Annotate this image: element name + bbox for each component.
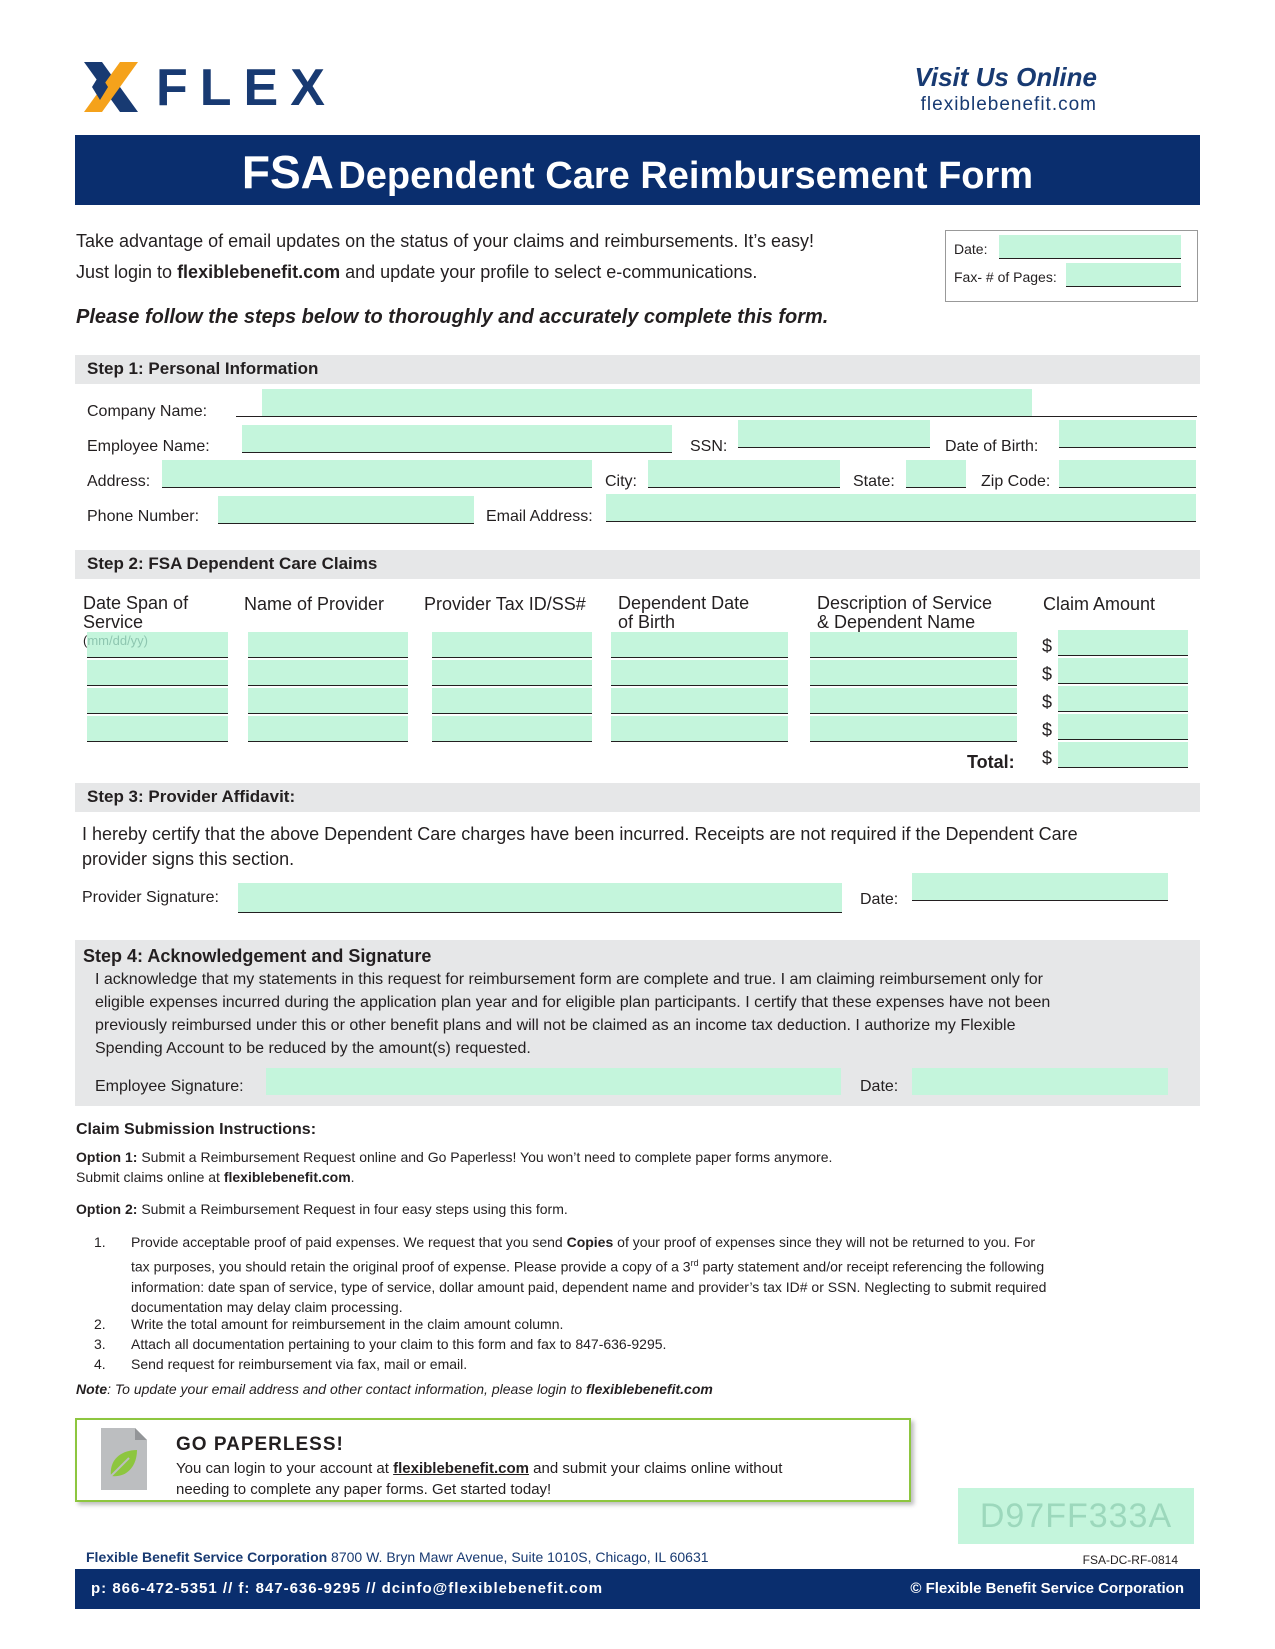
col-dob-header-line2: of Birth: [618, 612, 676, 632]
claim-amount-field[interactable]: [1058, 686, 1188, 712]
dollar-sign: $: [1042, 636, 1053, 656]
col-date-header-line1: Date Span of: [83, 593, 189, 613]
claim-amount-field[interactable]: [1058, 714, 1188, 740]
date-span-field[interactable]: [87, 660, 228, 686]
ssn-label: SSN:: [690, 438, 728, 455]
note-text: : To update your email address and other contact information, please login to: [107, 1381, 587, 1397]
intro-text: Just login to: [76, 262, 178, 282]
option1-line2: [76, 1169, 355, 1185]
employee-date-field[interactable]: [912, 1068, 1168, 1095]
list-item-line4: documentation may delay claim processing.: [131, 1299, 403, 1316]
intro-line-1: Take advantage of email updates on the status of your claims and reimbursements. It’s easy!: [76, 231, 815, 251]
col-dob-header-line1: Dependent Date: [618, 593, 750, 613]
form-code: D97FF333A: [979, 1497, 1173, 1535]
paperless-text: You can login to your account at: [176, 1460, 394, 1477]
list-number: 4.: [94, 1356, 106, 1372]
col-description-header: [817, 594, 992, 632]
step3-text-line1: I hereby certify that the above Dependent Care charges have been incurred. Receipts are not required if the Dependent Care: [82, 824, 1078, 844]
intro-link[interactable]: flexiblebenefit.com: [177, 262, 341, 282]
provider-date-field[interactable]: [912, 873, 1168, 901]
claim-amount-field[interactable]: [1058, 630, 1188, 656]
step4-text-line2: eligible expenses incurred during the application plan year and for eligible plan participants. I certify that these expenses have not been: [95, 994, 1051, 1011]
footer-address-text: 8700 W. Bryn Mawr Avenue, Suite 1010S, Chicago, IL 60631: [327, 1549, 709, 1565]
footer-bar: [75, 1569, 1200, 1609]
date-format-paren: (: [83, 633, 88, 648]
paperless-text-end: and submit your claims online without: [528, 1460, 783, 1477]
dollar-sign: $: [1042, 720, 1053, 740]
provider-name-field[interactable]: [248, 632, 408, 658]
paperless-box: [75, 1418, 911, 1502]
option2-text: Submit a Reimbursement Request in four easy steps using this form.: [137, 1201, 568, 1217]
step2-band: [75, 550, 1200, 579]
form-id: FSA-DC-RF-0814: [1082, 1553, 1178, 1567]
list-number: 3.: [94, 1336, 106, 1352]
company-line: [236, 416, 1197, 417]
provider-taxid-field[interactable]: [432, 716, 592, 742]
date-format-text: mm/dd/yy): [87, 633, 149, 648]
step3-title: Step 3: Provider Affidavit:: [87, 787, 296, 806]
list-item-text: Send request for reimbursement via fax, mail or email.: [131, 1356, 468, 1372]
visit-us-title: Visit Us Online: [914, 62, 1097, 92]
note-label: Note: [76, 1381, 108, 1397]
date-span-field[interactable]: [87, 716, 228, 742]
city-field[interactable]: [648, 460, 840, 488]
footer-contact: p: 866-472-5351 // f: 847-636-9295 // dcinfo@flexiblebenefit.com: [91, 1580, 604, 1597]
date-format-hint: [83, 633, 148, 648]
provider-signature-label: Provider Signature:: [82, 889, 219, 906]
dob-field[interactable]: [1059, 420, 1196, 448]
dependent-dob-field[interactable]: [611, 660, 788, 686]
email-label: Email Address:: [486, 508, 593, 525]
list-item-text: Write the total amount for reimbursement in the claim amount column.: [131, 1316, 564, 1332]
list-item-text: Attach all documentation pertaining to your claim to this form and fax to 847-636-9295.: [131, 1336, 667, 1352]
step1-band: [75, 355, 1200, 384]
paperless-title: GO PAPERLESS!: [176, 1434, 344, 1455]
dependent-dob-field[interactable]: [611, 688, 788, 714]
provider-taxid-field[interactable]: [432, 632, 592, 658]
list-item-line2: [131, 1253, 1046, 1277]
address-field[interactable]: [162, 460, 592, 488]
option1-label: Option 1:: [76, 1149, 138, 1165]
provider-date-label: Date:: [860, 891, 899, 908]
box-fax-field[interactable]: [1066, 263, 1181, 287]
list-item-line1: [131, 1232, 1046, 1253]
total-amount-field[interactable]: [1058, 742, 1188, 768]
footer-copyright: © Flexible Benefit Service Corporation: [910, 1580, 1184, 1597]
dependent-dob-field[interactable]: [611, 632, 788, 658]
list-number: 1.: [94, 1234, 106, 1250]
intro-text-end: and update your profile to select e-communications.: [340, 262, 758, 282]
provider-name-field[interactable]: [248, 716, 408, 742]
provider-signature-field[interactable]: [238, 883, 842, 913]
col-provider-header: Name of Provider: [244, 594, 385, 614]
logo-text: FLEX: [156, 59, 337, 117]
service-description-field[interactable]: [810, 688, 1017, 714]
dollar-sign: $: [1042, 748, 1053, 768]
state-label: State:: [853, 473, 895, 490]
col-description-header-line1: Description of Service: [817, 593, 993, 613]
option2-label: Option 2:: [76, 1201, 138, 1217]
option1-link[interactable]: flexiblebenefit.com: [223, 1169, 351, 1185]
phone-field[interactable]: [218, 496, 474, 524]
instructions-heading: Claim Submission Instructions:: [76, 1121, 317, 1138]
list-text: party statement and/or receipt referencing the following: [698, 1258, 1045, 1275]
company-label: Company Name:: [87, 403, 208, 420]
intro-line-2: [76, 262, 757, 283]
list-text: tax purposes, you should retain the original proof of expense. Please provide a copy of a 3: [131, 1258, 691, 1275]
flex-logo-mark-icon: [78, 56, 144, 118]
leaf-document-icon: [99, 1426, 149, 1492]
total-label: Total:: [967, 752, 1015, 772]
zip-field[interactable]: [1059, 460, 1196, 488]
step3-band: [75, 783, 1200, 812]
ssn-field[interactable]: [738, 420, 930, 448]
step3-text-line2: provider signs this section.: [82, 849, 295, 869]
list-item-text: [131, 1232, 1046, 1318]
form-code-box: [958, 1488, 1194, 1544]
box-date-field[interactable]: [999, 235, 1181, 259]
paperless-line2: needing to complete any paper forms. Get started today!: [176, 1481, 552, 1498]
list-bold: Copies: [566, 1234, 614, 1250]
footer-address: [86, 1549, 709, 1565]
step4-title: Step 4: Acknowledgement and Signature: [83, 946, 432, 966]
address-label: Address:: [87, 473, 151, 490]
provider-name-field[interactable]: [248, 660, 408, 686]
dependent-dob-field[interactable]: [611, 716, 788, 742]
employee-name-field[interactable]: [242, 425, 672, 453]
city-label: City:: [605, 473, 637, 490]
email-field[interactable]: [606, 494, 1196, 522]
option1-period: .: [350, 1169, 355, 1185]
employee-name-label: Employee Name:: [87, 438, 210, 455]
paperless-link[interactable]: flexiblebenefit.com: [393, 1460, 529, 1477]
footer-company: Flexible Benefit Service Corporation: [86, 1549, 328, 1565]
date-span-field[interactable]: [87, 688, 228, 714]
title-bar: [75, 135, 1200, 205]
zip-label: Zip Code:: [981, 473, 1051, 490]
title-rest: Dependent Care Reimbursement Form: [338, 155, 1034, 197]
step4-text-line1: I acknowledge that my statements in this request for reimbursement form are complete and true. I am claiming reimbursement only for: [95, 971, 1043, 988]
service-description-field[interactable]: [810, 660, 1017, 686]
list-item-line3: information: date span of service, type of service, dollar amount paid, dependent name and provider’s tax ID# or SSN. Neglecting to submit required: [131, 1278, 1047, 1295]
date-fax-box: [945, 230, 1198, 302]
box-fax-label: Fax- # of Pages:: [954, 269, 1057, 285]
dollar-sign: $: [1042, 664, 1053, 684]
employee-date-label: Date:: [860, 1078, 899, 1095]
option2-line: [76, 1201, 568, 1217]
visit-us-url[interactable]: flexiblebenefit.com: [920, 94, 1097, 115]
col-date-header-line2: Service: [83, 612, 144, 632]
employee-signature-label: Employee Signature:: [95, 1078, 244, 1095]
col-date-header: [83, 594, 188, 632]
note-link[interactable]: flexiblebenefit.com: [586, 1381, 713, 1397]
phone-label: Phone Number:: [87, 508, 200, 525]
dollar-sign: $: [1042, 692, 1053, 712]
list-text: of your proof of expenses since they will not be returned to you. For: [613, 1234, 1036, 1250]
col-dob-header: [618, 594, 749, 632]
provider-name-field[interactable]: [248, 688, 408, 714]
col-taxid-header: Provider Tax ID/SS#: [424, 594, 586, 614]
step4-box: [75, 940, 1200, 1106]
col-amount-header: Claim Amount: [1043, 594, 1156, 614]
option1-line1: [76, 1149, 832, 1165]
company-field[interactable]: [262, 389, 1032, 416]
step2-title: Step 2: FSA Dependent Care Claims: [87, 554, 378, 573]
instruction-line: Please follow the steps below to thoroughly and accurately complete this form.: [76, 306, 829, 328]
state-field[interactable]: [906, 460, 966, 488]
option1-text: Submit a Reimbursement Request online and Go Paperless! You won’t need to complete paper forms anymore.: [137, 1149, 833, 1165]
page-title: [242, 145, 1033, 199]
service-description-field[interactable]: [810, 632, 1017, 658]
provider-taxid-field[interactable]: [432, 660, 592, 686]
paperless-line1: [176, 1460, 782, 1477]
note-line: [76, 1381, 713, 1397]
col-description-header-line2: & Dependent Name: [817, 612, 976, 632]
employee-signature-field[interactable]: [266, 1068, 841, 1095]
claim-amount-field[interactable]: [1058, 658, 1188, 684]
step1-title: Step 1: Personal Information: [87, 359, 319, 378]
provider-taxid-field[interactable]: [432, 688, 592, 714]
dob-label: Date of Birth:: [945, 438, 1039, 455]
list-number: 2.: [94, 1316, 106, 1332]
list-text: Provide acceptable proof of paid expenses. We request that you send: [131, 1234, 567, 1250]
list-sup: rd: [690, 1257, 699, 1268]
flex-logo: [78, 56, 337, 118]
step4-text-line4: Spending Account to be reduced by the amount(s) requested.: [95, 1040, 531, 1057]
box-date-label: Date:: [954, 241, 988, 257]
title-prefix: FSA: [241, 146, 334, 198]
service-description-field[interactable]: [810, 716, 1017, 742]
option1-line2-text: Submit claims online at: [76, 1169, 224, 1185]
step4-text-line3: previously reimbursed under this or other benefit plans and will not be claimed as an income tax deduction. I authorize my Flexible: [95, 1017, 1016, 1034]
